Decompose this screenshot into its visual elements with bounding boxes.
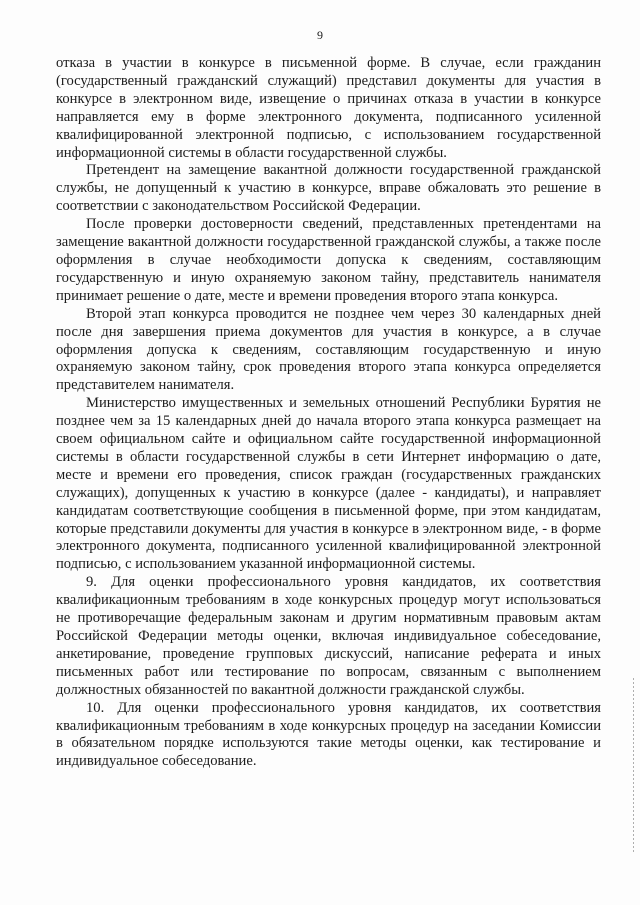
paragraph-second-stage-deadline: Второй этап конкурса проводится не позднее чем через 30 календарных дней после дня завершения приема документов для участия в конкурсе, а в случае оформления допуска к сведениям, составляющим государственную и иную охраняемую законом тайну, срок проведения второго этапа конкурса определяется представителем нанимателя. — [56, 305, 601, 394]
paragraph-refusal-notice: отказа в участии в конкурсе в письменной форме. В случае, если гражданин (государственный гражданский служащий) представил документы для участия в конкурсе в электронном виде, извещение о причинах отказа в участии в конкурсе направляется ему в форме электронного документа, подписанного усиленной квалифицированной электронной подписью, с использованием государственной информационной системы в области государственной службы. — [56, 55, 601, 161]
paragraph-second-stage-decision: После проверки достоверности сведений, представленных претендентами на замещение вакантной должности государственной гражданской службы, а также после оформления в случае необходимости допуска к сведениям, составляющим государственную и иную охраняемую законом тайну, представитель нанимателя принимает решение о дате, месте и времени проведения второго этапа конкурса. — [56, 216, 601, 304]
paragraph-clause-10: 10. Для оценки профессионального уровня кандидатов, их соответствия квалификационным требованиям в ходе конкурсных процедур на заседании Комиссии в обязательном порядке используются такие методы оценки, как тестирование и индивидуальное собеседование. — [56, 699, 601, 770]
paragraph-clause-9: 9. Для оценки профессионального уровня кандидатов, их соответствия квалификационным требованиям в ходе конкурсных процедур могут использоваться не противоречащие федеральным законам и другим нормативным правовым актам Российской Федерации методы оценки, включая индивидуальное собеседование, анкетирование, проведение групповых дискуссий, написание реферата и иных письменных работ или тестирование по вопросам, связанным с выполнением должностных обязанностей по вакантной должности гражданской службы. — [56, 574, 601, 698]
paragraph-ministry-notice: Министерство имущественных и земельных отношений Республики Бурятия не позднее чем за 15 календарных дней до начала второго этапа конкурса размещает на своем официальном сайте и официальном сайте государственной информационной системы в области государственной службы в сети Интернет информацию о дате, месте и времени его проведения, список граждан (государственных гражданских служащих), допущенных к участию в конкурсе (далее - кандидаты), и направляет кандидатам соответствующие сообщения в письменной форме, при этом кандидатам, которые представили документы для участия в конкурсе в электронном виде, - в форме электронного документа, подписанного усиленной квалифицированной электронной подписью, с использованием указанной информационной системы. — [56, 395, 601, 573]
paragraph-appeal-right: Претендент на замещение вакантной должности государственной гражданской службы, не допущенный к участию в конкурсе, вправе обжаловать это решение в соответствии с законодательством Российской Федерации. — [56, 162, 601, 215]
document-body — [56, 55, 601, 771]
scan-edge-mark — [633, 678, 634, 854]
page-number: 9 — [317, 28, 323, 42]
